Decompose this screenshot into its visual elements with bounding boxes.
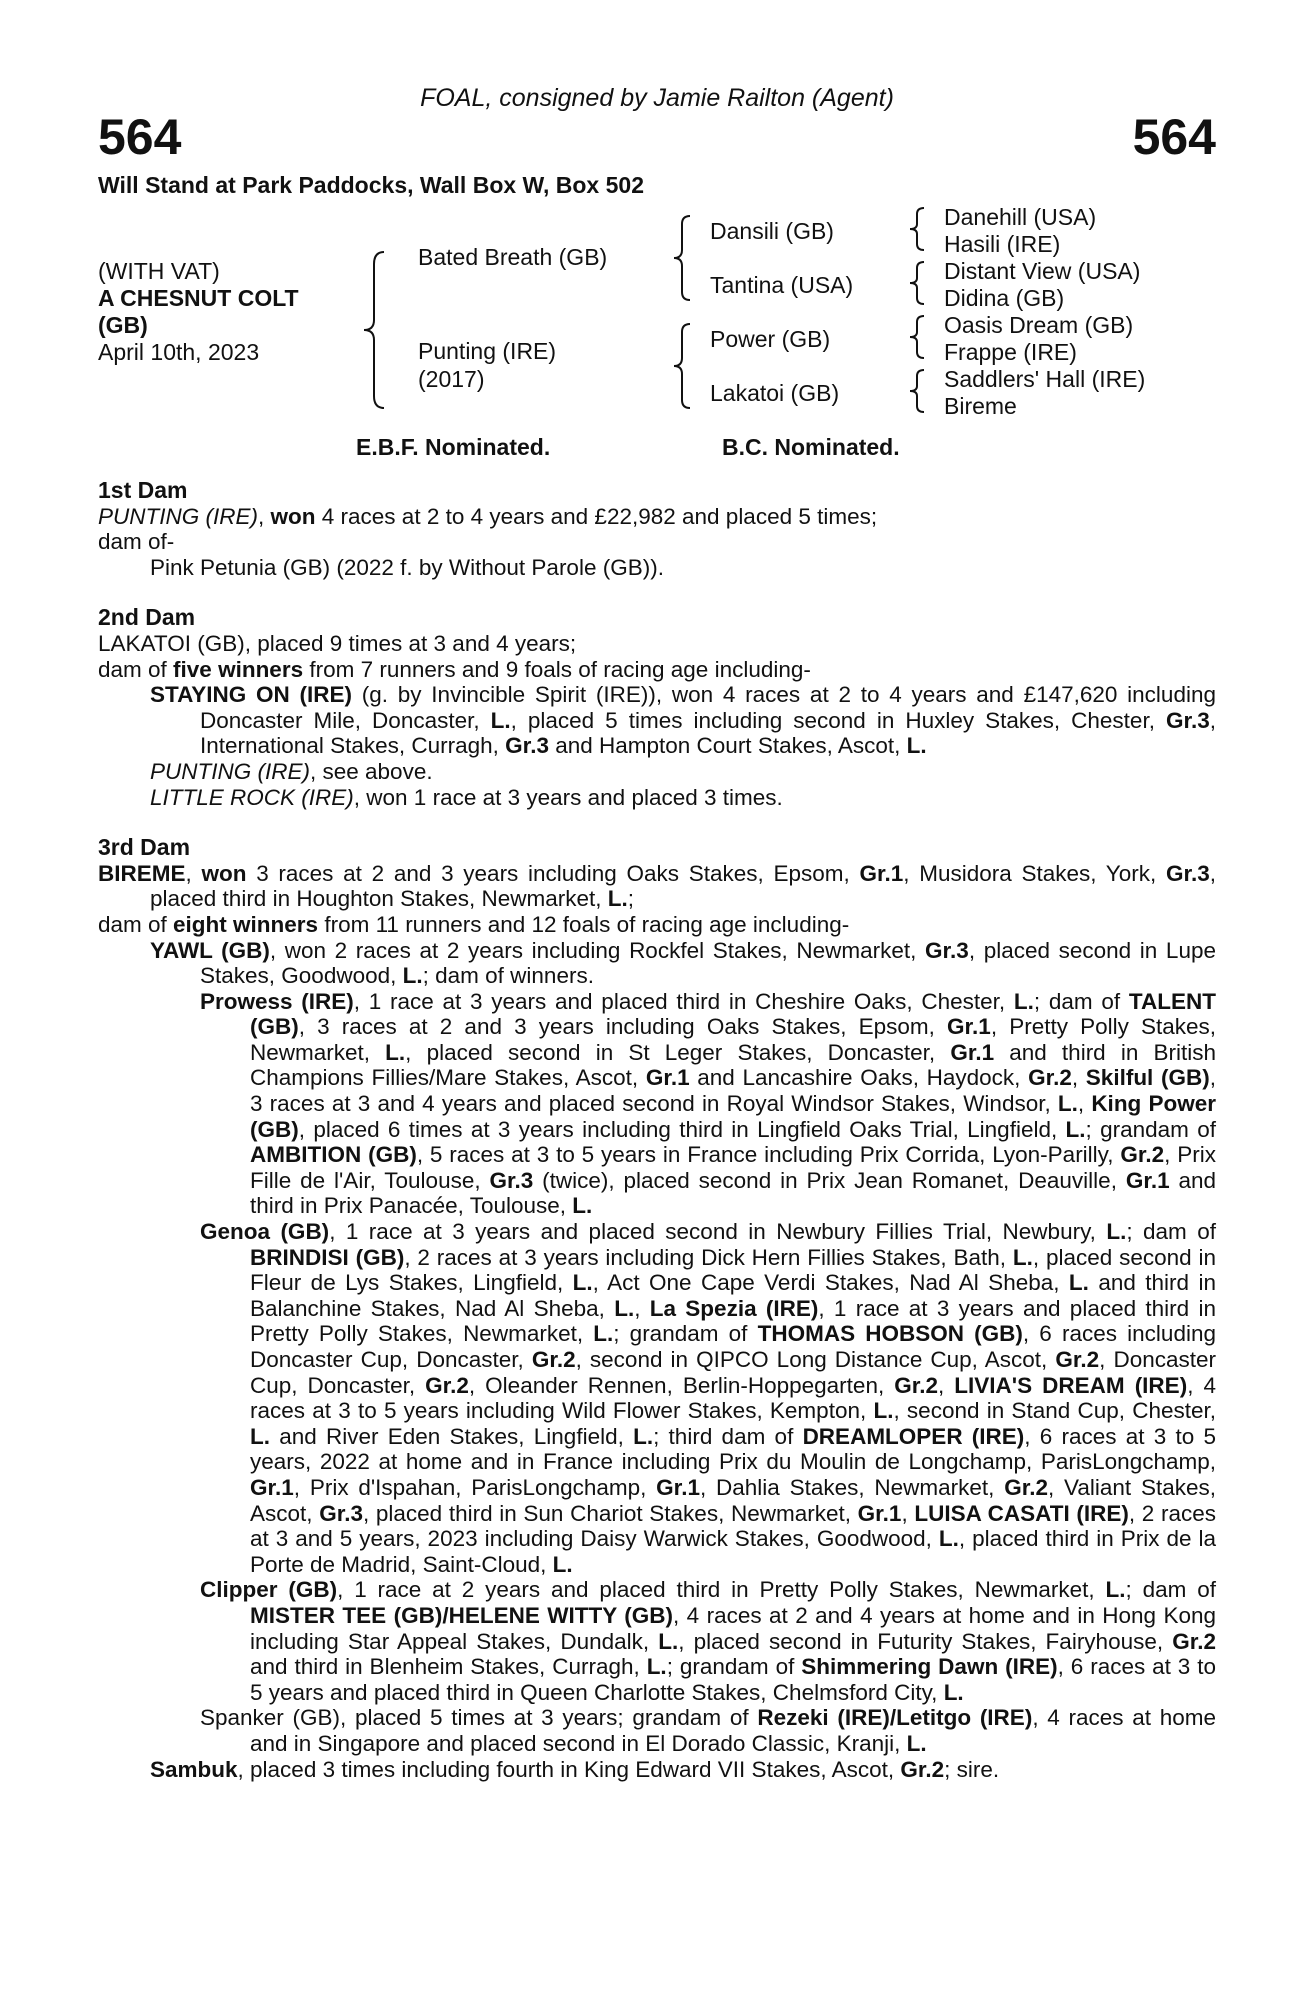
text-run: , Oleander Rennen, Berlin-Hoppegarten,	[468, 1372, 895, 1398]
second-dam-record: LAKATOI (GB), placed 9 times at 3 and 4 years;	[98, 630, 577, 656]
text-run: , Pretty Polly Stakes, Newmarket,	[250, 1014, 1217, 1065]
text-run: Gr.2	[1172, 1628, 1217, 1654]
text-run: Gr.1	[250, 1474, 294, 1500]
text-run: , 1 race at 3 years and placed third in Cheshire Oaks, Chester,	[353, 988, 1014, 1014]
text-run: LIVIA'S DREAM (IRE)	[954, 1372, 1188, 1398]
text-run: L.	[1012, 1244, 1033, 1270]
sire-dam-sire: Distant View (USA)	[944, 258, 1141, 284]
text-run: Gr.2	[1028, 1065, 1072, 1091]
text-run: , placed second in St Leger Stakes, Doncaster,	[405, 1039, 951, 1065]
dam-sire-sire: Oasis Dream (GB)	[944, 312, 1134, 338]
text-run: DREAMLOPER (IRE)	[802, 1423, 1025, 1449]
text-run: , placed 3 times including fourth in King Edward VII Stakes, Ascot,	[237, 1756, 901, 1782]
stand-location: Will Stand at Park Paddocks, Wall Box W, Box 502	[98, 172, 644, 198]
text-run: Shimmering Dawn (IRE)	[801, 1654, 1058, 1680]
punting-entry: PUNTING (IRE), see above.	[150, 758, 433, 784]
text-run: and third in Prix Panacée, Toulouse,	[250, 1167, 1217, 1219]
text-run: L.	[1065, 1116, 1086, 1142]
text-run: , placed second in Futurity Stakes, Fairyhouse,	[678, 1628, 1173, 1654]
text-run: , placed third in Sun Chariot Stakes, Newmarket,	[362, 1500, 858, 1526]
text-run: L.	[943, 1679, 964, 1705]
text-run: Rezeki (IRE)/Letitgo (IRE)	[757, 1705, 1033, 1731]
dam-dam-sire: Saddlers' Hall (IRE)	[944, 366, 1146, 392]
first-dam-produce-label: dam of-	[98, 529, 175, 555]
text-run: , 4 races at home and in Singapore and placed second in El Dorado Classic, Kranji,	[250, 1705, 1216, 1756]
dam-sire-dam: Frappe (IRE)	[944, 339, 1077, 365]
text-run: Gr.2	[1004, 1474, 1048, 1500]
text-run: ; grandam of	[666, 1654, 802, 1680]
pedigree-brace-3c	[906, 314, 928, 360]
pedigree-brace-dam	[670, 322, 694, 410]
text-run: ; dam of	[1033, 988, 1129, 1014]
text-run: Genoa (GB)	[200, 1219, 330, 1245]
pedigree-brace-sire	[670, 214, 694, 302]
text-run: , 2 races at 3 and 5 years, 2023 including Daisy Warwick Stakes, Goodwood,	[250, 1500, 1216, 1552]
text-run: , Prix d'Ispahan, ParisLongchamp,	[293, 1474, 657, 1500]
text-run: , 2 races at 3 years including Dick Hern Fillies Stakes, Bath,	[404, 1244, 1013, 1270]
text-run: , Valiant Stakes, Ascot,	[250, 1474, 1216, 1526]
text-run: , 1 race at 3 years and placed third in Pretty Polly Stakes, Newmarket,	[250, 1295, 1216, 1347]
vat-note: (WITH VAT)	[98, 258, 220, 284]
text-run: L.	[873, 1398, 894, 1424]
text-run: ; dam of	[1126, 1219, 1216, 1245]
text-run: L.	[1105, 1577, 1126, 1603]
text-run: Gr.2	[531, 1347, 576, 1372]
second-dam-summary: dam of five winners from 7 runners and 9 foals of racing age including-	[98, 656, 811, 682]
catalogue-text	[98, 478, 1216, 1782]
lot-number-left: 564	[98, 109, 182, 165]
spanker-entry	[200, 1705, 1216, 1756]
text-run: ; grandam of	[1085, 1116, 1216, 1142]
text-run: Sambuk	[150, 1756, 238, 1782]
text-run: , 6 races at 3 to 5 years and placed third in Queen Charlotte Stakes, Chelmsford City,	[250, 1654, 1216, 1705]
text-run: Gr.1	[1125, 1167, 1170, 1193]
text-run: ; grandam of	[613, 1321, 758, 1347]
text-run: , placed 6 times at 3 years including third in Lingfield Oaks Trial, Lingfield,	[298, 1116, 1066, 1142]
text-run: , 6 races including Doncaster Cup, Doncaster,	[250, 1321, 1216, 1372]
text-run: , Act One Cape Verdi Stakes, Nad Al Sheba,	[592, 1270, 1069, 1296]
text-run: L.	[572, 1193, 593, 1219]
horse-description: A CHESNUT COLT	[98, 285, 299, 311]
dam-dam-dam: Bireme	[944, 393, 1017, 419]
text-run: , 5 races at 3 to 5 years in France including Prix Corrida, Lyon-Parilly,	[416, 1142, 1121, 1168]
pedigree-brace-3a	[906, 206, 928, 252]
bc-nomination: B.C. Nominated.	[722, 434, 900, 460]
text-run: ; third dam of	[653, 1423, 803, 1449]
text-run: L.	[593, 1321, 614, 1347]
text-run: BRINDISI (GB)	[250, 1244, 405, 1270]
text-run: AMBITION (GB)	[250, 1142, 417, 1168]
sire-name: Bated Breath (GB)	[418, 244, 608, 270]
text-run: L.	[1068, 1270, 1089, 1296]
text-run: L.	[938, 1526, 959, 1552]
text-run: Gr.2	[900, 1756, 945, 1782]
sire-dam-dam: Didina (GB)	[944, 285, 1065, 311]
text-run: Gr.2	[425, 1372, 469, 1398]
sire-sire: Dansili (GB)	[710, 218, 834, 244]
text-run: Gr.3	[319, 1500, 363, 1526]
bireme-summary: dam of eight winners from 11 runners and 12 foals of racing age including-	[98, 911, 850, 937]
clipper-entry	[200, 1577, 1216, 1705]
first-dam-produce-item: Pink Petunia (GB) (2022 f. by Without Parole (GB)).	[150, 554, 664, 580]
text-run: L.	[646, 1654, 667, 1680]
text-run: , Doncaster Cup, Doncaster,	[250, 1347, 1216, 1398]
text-run: L.	[1106, 1219, 1127, 1245]
horse-country: (GB)	[98, 312, 148, 338]
text-run: Spanker (GB), placed 5 times at 3 years; grandam of	[200, 1705, 758, 1731]
text-run: ; sire.	[944, 1756, 1000, 1782]
text-run: Gr.1	[947, 1014, 991, 1040]
text-run: , 3 races at 3 and 4 years and placed second in Royal Windsor Stakes, Windsor,	[250, 1065, 1216, 1117]
text-run: MISTER TEE (GB)/HELENE WITTY (GB)	[250, 1602, 673, 1628]
text-run: and River Eden Stakes, Lingfield,	[270, 1423, 634, 1449]
text-run: and third in British Champions Fillies/Mare Stakes, Ascot,	[250, 1039, 1217, 1091]
genoa-entry	[200, 1219, 1216, 1577]
text-run: and third in Balanchine Stakes, Nad Al Sheba,	[250, 1270, 1216, 1321]
text-run: La Spezia (IRE)	[649, 1295, 819, 1321]
text-run: THOMAS HOBSON (GB)	[757, 1321, 1023, 1347]
text-run: , placed third in Prix de la Porte de Madrid, Saint-Cloud,	[250, 1526, 1216, 1577]
text-run: Gr.3	[489, 1167, 534, 1193]
lot-number-right: 564	[1132, 109, 1216, 165]
yawl-entry: YAWL (GB), won 2 races at 2 years including Rockfel Stakes, Newmarket, Gr.3, placed second in Lupe Stakes, Goodwood, L.; dam of winners.	[150, 937, 1216, 989]
text-run: Gr.1	[950, 1039, 995, 1065]
sire-sire-dam: Hasili (IRE)	[944, 231, 1061, 257]
text-run: Gr.1	[645, 1065, 690, 1091]
pedigree-brace-3b	[906, 260, 928, 306]
text-run: , 3 races at 2 and 3 years including Oaks Stakes, Epsom,	[298, 1014, 948, 1040]
sambuk-entry	[150, 1757, 1216, 1783]
text-run: , Prix Fille de l'Air, Toulouse,	[250, 1142, 1216, 1193]
text-run: and Lancashire Oaks, Haydock,	[689, 1065, 1029, 1091]
text-run: ,	[1071, 1065, 1086, 1091]
pedigree-brace-main	[360, 250, 390, 410]
text-run: , 6 races at 3 to 5 years, 2022 at home and in France including Prix du Moulin de Longchamp, ParisLongchamp,	[250, 1423, 1217, 1475]
text-run: , second in QIPCO Long Distance Cup, Ascot,	[575, 1347, 1056, 1372]
text-run: L.	[633, 1423, 654, 1449]
pedigree-brace-3d	[906, 368, 928, 414]
foaling-date: April 10th, 2023	[98, 339, 260, 365]
text-run: and third in Blenheim Stakes, Curragh,	[250, 1654, 647, 1680]
dam-year: (2017)	[418, 366, 485, 392]
sire-sire-sire: Danehill (USA)	[944, 204, 1097, 230]
sire-dam: Tantina (USA)	[710, 272, 854, 298]
text-run: ; dam of	[1125, 1577, 1216, 1603]
text-run: L.	[1013, 988, 1034, 1014]
text-run: TALENT (GB)	[250, 988, 1216, 1040]
text-run: , 1 race at 3 years and placed second in Newbury Fillies Trial, Newbury,	[329, 1219, 1107, 1245]
staying-on-entry: STAYING ON (IRE) (g. by Invincible Spirit (IRE)), won 4 races at 2 to 4 years and £147,620 including Doncaster Mile, Doncaster, L., placed 5 times including second in Huxley Stakes, Chester, Gr.3, International Stakes, Curragh, Gr.3 and Hampton Court Stakes, Ascot, L.	[150, 682, 1216, 759]
text-run: , Dahlia Stakes, Newmarket,	[699, 1474, 1005, 1500]
text-run: Gr.1	[857, 1500, 902, 1526]
text-run: Clipper (GB)	[200, 1577, 338, 1603]
text-run: LUISA CASATI (IRE)	[914, 1500, 1129, 1526]
text-run: , 1 race at 2 years and placed third in Pretty Polly Stakes, Newmarket,	[337, 1577, 1106, 1603]
dam-name: Punting (IRE)	[418, 338, 557, 364]
text-run: King Power (GB)	[250, 1091, 1216, 1142]
text-run: Prowess (IRE)	[200, 988, 354, 1014]
prowess-entry	[200, 989, 1216, 1219]
third-dam-heading: 3rd Dam	[98, 834, 191, 861]
text-run: Skilful (GB)	[1085, 1065, 1210, 1091]
dam-sire: Power (GB)	[710, 326, 831, 352]
text-run: L.	[385, 1039, 406, 1065]
text-run: , 4 races at 3 to 5 years including Wild Flower Stakes, Kempton,	[250, 1372, 1216, 1424]
bireme-record: BIREME, won 3 races at 2 and 3 years including Oaks Stakes, Epsom, Gr.1, Musidora Stakes, York, Gr.3, placed third in Houghton Stakes, Newmarket, L.;	[98, 860, 1217, 912]
little-rock-entry: LITTLE ROCK (IRE), won 1 race at 3 years and placed 3 times.	[150, 784, 783, 810]
text-run: L.	[906, 1730, 927, 1756]
first-dam-heading: 1st Dam	[98, 477, 188, 503]
text-run: (twice), placed second in Prix Jean Romanet, Deauville,	[533, 1167, 1126, 1193]
text-run: , 4 races at 2 and 4 years at home and in Hong Kong including Star Appeal Stakes, Dundalk,	[250, 1602, 1217, 1654]
dam-dam: Lakatoi (GB)	[710, 380, 840, 406]
text-run: , placed second in Fleur de Lys Stakes, Lingfield,	[250, 1244, 1216, 1296]
text-run: ,	[634, 1295, 650, 1321]
text-run: L.	[1057, 1091, 1078, 1117]
text-run: ,	[901, 1500, 915, 1526]
text-run: L.	[552, 1551, 573, 1577]
text-run: Gr.1	[656, 1474, 700, 1500]
text-run: ,	[1077, 1091, 1092, 1117]
text-run: L.	[614, 1295, 635, 1321]
text-run: L.	[658, 1628, 679, 1654]
text-run: L.	[572, 1270, 593, 1296]
first-dam-record: PUNTING (IRE), won 4 races at 2 to 4 years and £22,982 and placed 5 times;	[98, 503, 878, 529]
text-run: Gr.2	[1055, 1347, 1100, 1372]
text-run: L.	[250, 1423, 270, 1449]
ebf-nomination: E.B.F. Nominated.	[356, 434, 551, 460]
text-run: ,	[938, 1372, 955, 1398]
text-run: , second in Stand Cup, Chester,	[893, 1398, 1216, 1424]
text-run: Gr.2	[1120, 1142, 1165, 1168]
text-run: Gr.2	[894, 1372, 939, 1398]
consignor-line: FOAL, consigned by Jamie Railton (Agent)	[420, 84, 894, 112]
second-dam-heading: 2nd Dam	[98, 604, 196, 631]
